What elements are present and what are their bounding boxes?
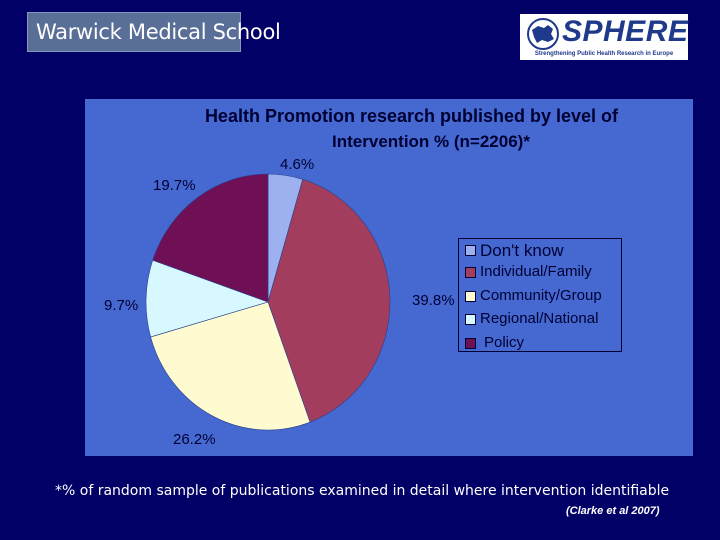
data-label-community-group: 26.2% (173, 431, 216, 448)
chart-title-line-1: Health Promotion research published by level of (204, 106, 619, 126)
sphere-wordmark: SPHERE (562, 15, 689, 48)
legend-label-community-group: Community/Group (480, 287, 602, 304)
data-label-policy: 19.7% (153, 177, 196, 194)
legend-label-policy: Policy (484, 334, 525, 351)
legend-swatch-regional-national (465, 314, 476, 325)
warwick-medical-school-logo: Warwick Medical School (27, 12, 241, 52)
legend-swatch-dont-know (465, 245, 476, 256)
data-label-dont-know: 4.6% (280, 156, 315, 173)
legend-label-regional-national: Regional/National (480, 310, 599, 327)
legend-swatch-policy (465, 338, 476, 349)
citation: (Clarke et al 2007) (566, 505, 660, 517)
data-label-individual-family: 39.8% (412, 292, 455, 309)
chart-title-line-2: Intervention % (n=2206)* (332, 132, 530, 151)
legend-swatch-community-group (465, 291, 476, 302)
sphere-tagline: Strengthening Public Health Research in Europe (534, 51, 674, 57)
legend-label-dont-know: Don't know (480, 241, 564, 260)
data-label-regional-national: 9.7% (104, 297, 139, 314)
legend-swatch-individual-family (465, 267, 476, 278)
chart-legend (458, 238, 622, 352)
footnote: *% of random sample of publications examined in detail where intervention identifiable (55, 483, 670, 499)
legend-label-individual-family: Individual/Family (480, 263, 592, 280)
